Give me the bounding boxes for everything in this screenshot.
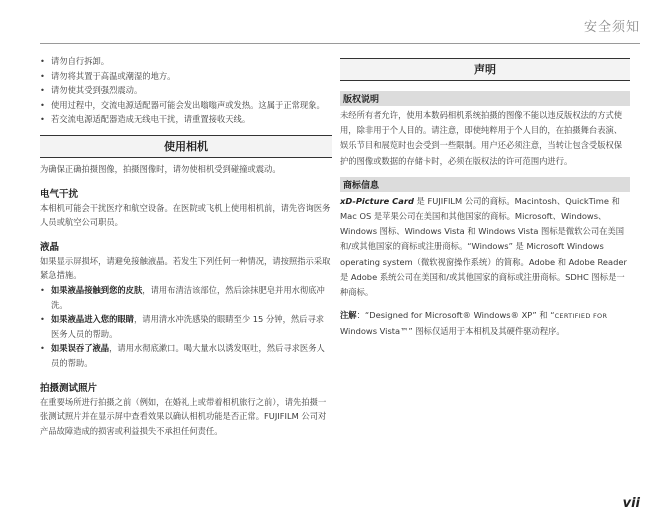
- page-number: vii: [622, 496, 640, 511]
- statement-heading: 声明: [340, 58, 630, 81]
- note-small-caps: CERTIFIED FOR: [554, 312, 608, 321]
- left-column: [40, 54, 332, 438]
- interference-heading: 电气干扰: [40, 188, 79, 200]
- right-column: [340, 54, 630, 340]
- bullet-item: • 若交流电源适配器造成无线电干扰，请重置接收天线。: [40, 112, 332, 127]
- ac-adapter-bullet-list: [40, 54, 332, 127]
- lcd-emergency-action: ，请用水彻底漱口。喝大量水以诱发呕吐，然后寻求医务人员的帮助。: [51, 343, 325, 368]
- header-divider: [40, 43, 640, 44]
- lcd-emergency-condition: 如果误吞了液晶: [51, 343, 110, 354]
- copyright-heading: 版权说明: [340, 91, 630, 106]
- bullet-item: • 请勿自行拆卸。: [40, 54, 332, 69]
- note-part-1: ：“Designed for Microsoft® Windows® XP” 和 “: [356, 310, 555, 321]
- page-header-title: 安全须知: [583, 20, 640, 35]
- lcd-heading: 液晶: [40, 241, 60, 253]
- test-shots-heading: 拍摄测试照片: [40, 382, 98, 394]
- use-camera-heading: 使用相机: [40, 135, 332, 158]
- lcd-emergency-item: [40, 341, 332, 370]
- trademark-heading: 商标信息: [340, 177, 630, 192]
- use-camera-text: 为确保正确拍摄图像，拍摄图像时，请勿使相机受到碰撞或震动。: [40, 163, 281, 174]
- bullet-item: • 请勿使其受到强烈震动。: [40, 83, 332, 98]
- lcd-emergency-item: [40, 283, 332, 312]
- trademark-body: 是 FUJIFILM 公司的商标。Macintosh、QuickTime 和 Mac OS 是苹果公司在美国和其他国家的商标。Microsoft、Windows、Windows 图标、Windows Vista 和 Windows Vista 图标是微软公司在美国和/或其他国家的商标或注册商标。“Windows” 是 Microsoft Windows operating system（微软视窗操作系统）的简称。Adobe 和 Adobe Reader 是 Adobe 系统公司在美国和/或其他国家的商标或注册商标。SDHC 图标是一种商标。: [340, 195, 627, 298]
- lcd-text: 如果显示屏损坏，请避免接触液晶。若发生下列任何一种情况，请按照指示采取紧急措施。: [40, 255, 331, 281]
- note-part-2: Windows Vista™” 图标仅适用于本相机及其硬件驱动程序。: [340, 326, 565, 337]
- bullet-item: • 使用过程中，交流电源适配器可能会发出嗡嗡声或发热。这属于正常现象。: [40, 98, 332, 113]
- note-text: [340, 308, 630, 339]
- note-label: 注解: [340, 310, 357, 321]
- lcd-emergency-condition: 如果液晶进入您的眼睛: [51, 314, 134, 325]
- lcd-emergency-item: [40, 312, 332, 341]
- copyright-text: 未经所有者允许，使用本数码相机系统拍摄的图像不能以违反版权法的方式使用，除非用于个人目的。请注意，即使纯粹用于个人目的，在拍摄舞台表演、娱乐节目和展览时也会受到一些限制。用户还必须注意，当转让包含受版权保护的图像或数据的存储卡时，必须在版权法的许可范围内进行。: [340, 110, 623, 166]
- lcd-emergency-action: ，请用布清洁该部位，然后涂抹肥皂并用水彻底冲洗。: [51, 284, 325, 310]
- bullet-item: • 请勿将其置于高温或潮湿的地方。: [40, 69, 332, 84]
- lcd-emergency-action: ，请用清水冲洗感染的眼睛至少 15 分钟，然后寻求医务人员的帮助。: [51, 314, 325, 339]
- lcd-emergency-list: [40, 283, 332, 371]
- lcd-emergency-condition: 如果液晶接触到您的皮肤: [51, 284, 143, 295]
- trademark-text: [340, 194, 630, 300]
- interference-text: 本相机可能会干扰医疗和航空设备。在医院或飞机上使用相机前，请先咨询医务人员或航空公司职员。: [40, 202, 331, 228]
- test-shots-text: 在重要场所进行拍摄之前（例如，在婚礼上或带着相机旅行之前），请先拍摄一张测试照片并在显示屏中查看效果以确认相机功能是否正常。FUJIFILM 公司对产品故障造成的损害或利益损失不承担任何责任。: [40, 396, 327, 436]
- xd-picture-card-term: xD-Picture Card: [340, 195, 414, 206]
